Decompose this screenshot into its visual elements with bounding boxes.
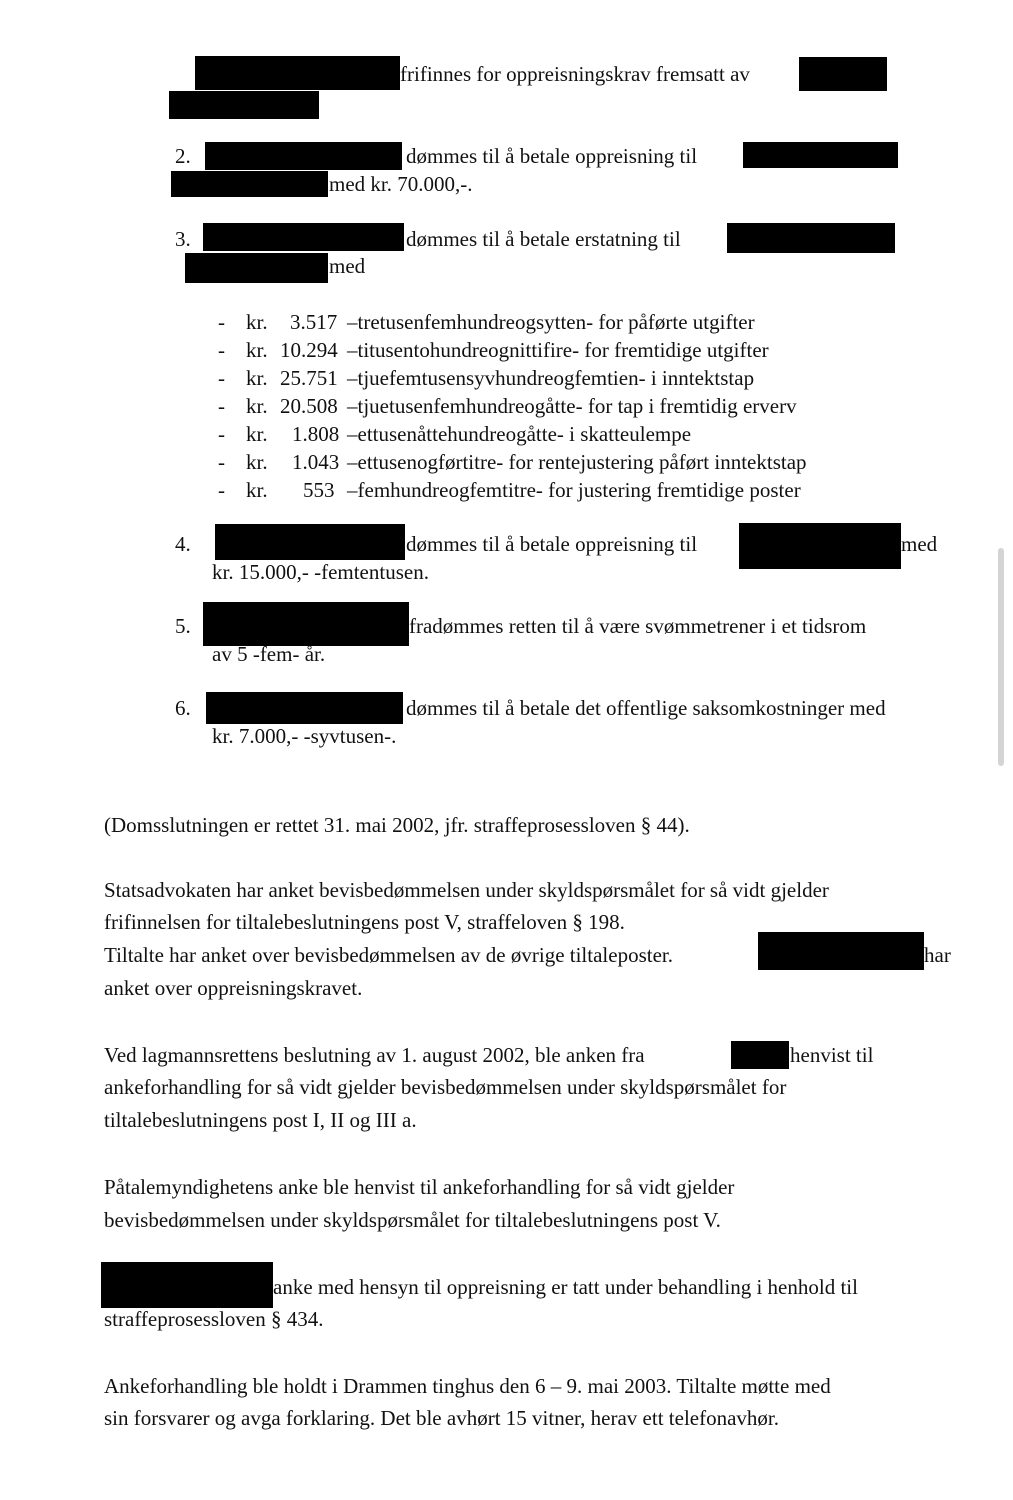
item1-text: frifinnes for oppreisningskrav fremsatt av: [400, 62, 750, 86]
redaction-bar: [203, 223, 404, 251]
paragraph-line: frifinnelsen for tiltalebeslutningens post V, straffeloven § 198.: [104, 910, 625, 934]
redaction-bar: [185, 253, 328, 283]
item4-number: 4.: [175, 532, 191, 556]
paragraph-line: tiltalebeslutningens post I, II og III a.: [104, 1108, 417, 1132]
item5-line2: av 5 -fem- år.: [212, 642, 326, 666]
redaction-bar: [195, 56, 400, 90]
redaction-bar: [758, 932, 924, 970]
paragraph-line: Ankeforhandling ble holdt i Drammen tinghus den 6 – 9. mai 2003. Tiltalte møtte med: [104, 1374, 831, 1398]
amount-kr: kr.: [246, 338, 268, 362]
item4-line2: kr. 15.000,- -femtentusen.: [212, 560, 429, 584]
amount-value: 25.751: [280, 366, 338, 390]
redaction-bar: [206, 692, 403, 724]
item3-line2: med: [329, 254, 366, 278]
item5-line1: fradømmes retten til å være svømmetrener i et tidsrom: [409, 614, 867, 638]
paragraph-line: anke med hensyn til oppreisning er tatt under behandling i henhold til: [273, 1275, 858, 1299]
amount-dash: -: [218, 450, 225, 474]
amount-dash: -: [218, 338, 225, 362]
redaction-bar: [171, 171, 328, 197]
redaction-bar: [799, 57, 887, 91]
item2-number: 2.: [175, 144, 191, 168]
redaction-bar: [727, 223, 895, 253]
amount-text: –tjuefemtusensyvhundreogfemtien- i inntektstap: [347, 366, 755, 390]
amount-text: –ettusenogførtitre- for rentejustering påført inntektstap: [347, 450, 807, 474]
amount-kr: kr.: [246, 310, 268, 334]
amount-kr: kr.: [246, 422, 268, 446]
amount-dash: -: [218, 394, 225, 418]
amount-text: –tretusenfemhundreogsytten- for påførte utgifter: [347, 310, 755, 334]
redaction-bar: [743, 142, 898, 168]
redaction-bar: [731, 1041, 789, 1069]
item6-line1: dømmes til å betale det offentlige saksomkostninger med: [406, 696, 886, 720]
paragraph-line: anket over oppreisningskravet.: [104, 976, 363, 1000]
amount-kr: kr.: [246, 478, 268, 502]
redaction-bar: [169, 91, 319, 119]
paragraph-line: bevisbedømmelsen under skyldspørsmålet for tiltalebeslutningens post V.: [104, 1208, 721, 1232]
amount-value: 553: [303, 478, 335, 502]
paragraph-line-end: henvist til: [790, 1043, 874, 1067]
amount-value: 3.517: [290, 310, 338, 334]
amount-value: 1.043: [292, 450, 340, 474]
amount-dash: -: [218, 422, 225, 446]
amount-text: –tjuetusenfemhundreogåtte- for tap i fremtidig erverv: [347, 394, 797, 418]
item6-number: 6.: [175, 696, 191, 720]
item4-line1-end: med: [901, 532, 938, 556]
amount-value: 1.808: [292, 422, 340, 446]
item3-line1: dømmes til å betale erstatning til: [406, 227, 681, 251]
item2-line2: med kr. 70.000,-.: [329, 172, 473, 196]
redaction-bar: [215, 524, 405, 560]
item5-number: 5.: [175, 614, 191, 638]
redaction-bar: [101, 1262, 273, 1308]
paragraph-line: ankeforhandling for så vidt gjelder bevisbedømmelsen under skyldspørsmålet for: [104, 1075, 787, 1099]
paragraph-line: Tiltalte har anket over bevisbedømmelsen av de øvrige tiltaleposter.: [104, 943, 673, 967]
amount-dash: -: [218, 478, 225, 502]
scrollbar-thumb[interactable]: [998, 548, 1004, 766]
item3-number: 3.: [175, 227, 191, 251]
item6-line2: kr. 7.000,- -syvtusen-.: [212, 724, 397, 748]
amount-text: –femhundreogfemtitre- for justering fremtidige poster: [347, 478, 801, 502]
item4-line1: dømmes til å betale oppreisning til: [406, 532, 698, 556]
paragraph-line: straffeprosessloven § 434.: [104, 1307, 324, 1331]
amount-text: –titusentohundreognittifire- for fremtidige utgifter: [347, 338, 769, 362]
item2-line1: dømmes til å betale oppreisning til: [406, 144, 698, 168]
amount-value: 10.294: [280, 338, 338, 362]
paragraph-line: Ved lagmannsrettens beslutning av 1. august 2002, ble anken fra: [104, 1043, 645, 1067]
amount-dash: -: [218, 310, 225, 334]
paragraph-line: Statsadvokaten har anket bevisbedømmelsen under skyldspørsmålet for så vidt gjelder: [104, 878, 829, 902]
paragraph-line: sin forsvarer og avga forklaring. Det ble avhørt 15 vitner, herav ett telefonavhør.: [104, 1406, 780, 1430]
paragraph-line-end: har: [924, 943, 951, 967]
redaction-bar: [203, 602, 409, 646]
redaction-bar: [205, 142, 402, 170]
paragraph-line: Påtalemyndighetens anke ble henvist til ankeforhandling for så vidt gjelder: [104, 1175, 735, 1199]
amount-kr: kr.: [246, 366, 268, 390]
amount-kr: kr.: [246, 450, 268, 474]
redaction-bar: [739, 523, 901, 569]
amount-kr: kr.: [246, 394, 268, 418]
correction-note: (Domsslutningen er rettet 31. mai 2002, jfr. straffeprosessloven § 44).: [104, 813, 690, 837]
amount-text: –ettusenåttehundreogåtte- i skatteulempe: [347, 422, 692, 446]
amount-dash: -: [218, 366, 225, 390]
amount-value: 20.508: [280, 394, 338, 418]
